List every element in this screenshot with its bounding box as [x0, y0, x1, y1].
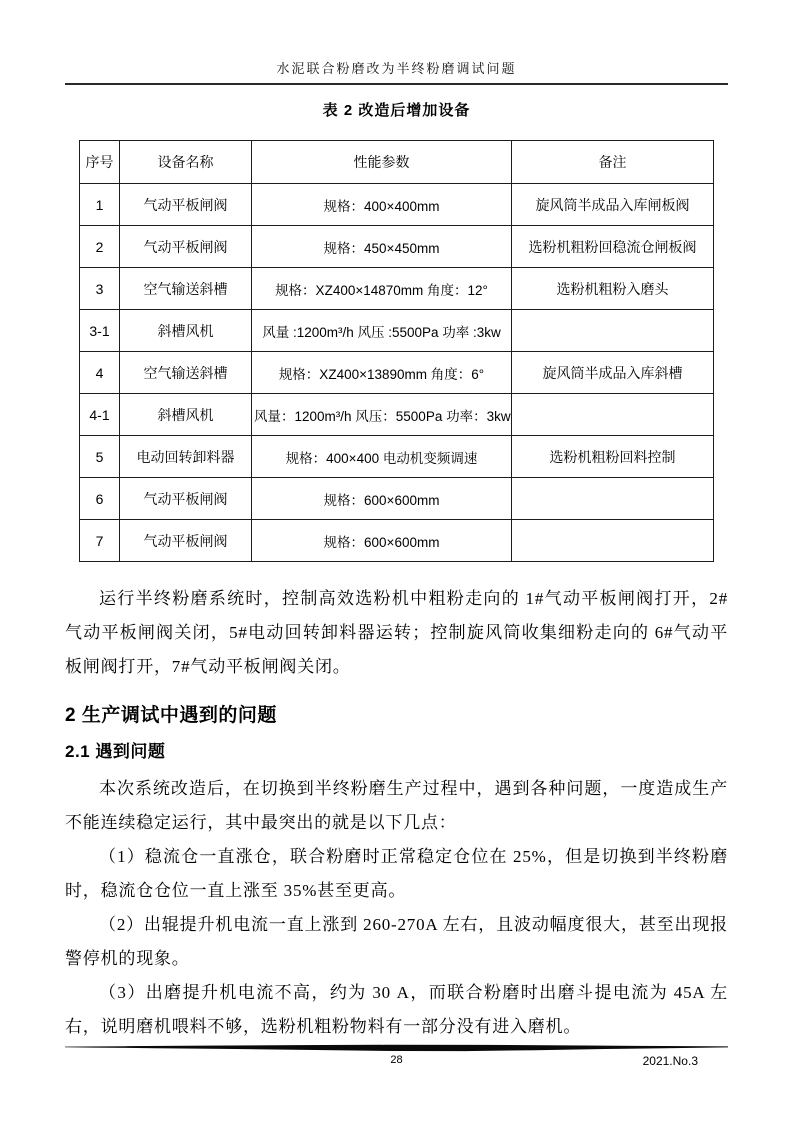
table-row — [80, 520, 714, 562]
cell-spec: 风量：1200m³/h 风压：5500Pa 功率：3kw — [252, 394, 512, 436]
cell-name: 气动平板闸阀 — [120, 478, 252, 520]
table-header-row — [80, 141, 714, 184]
col-header-spec: 性能参数 — [252, 141, 512, 184]
subsection-heading: 2.1 遇到问题 — [65, 742, 166, 761]
problem-item-2: （2）出辊提升机电流一直上涨到 260-270A 左右，且波动幅度很大，甚至出现报警停机的现象。 — [65, 915, 728, 968]
cell-spec: 规格：400×400 电动机变频调速 — [252, 436, 512, 478]
running-header-title: 水泥联合粉磨改为半终粉磨调试问题 — [276, 61, 517, 76]
cell-name: 气动平板闸阀 — [120, 226, 252, 268]
cell-seq: 3-1 — [80, 310, 120, 352]
footer-text-row — [65, 1054, 728, 1070]
cell-seq: 3 — [80, 268, 120, 310]
table-row — [80, 436, 714, 478]
problem-item-3: （3）出磨提升机电流不高，约为 30 A，而联合粉磨时出磨斗提电流为 45A 左右，说明磨机喂料不够，选粉机粗粉物料有一部分没有进入磨机。 — [65, 983, 728, 1036]
cell-spec: 规格：600×600mm — [252, 520, 512, 562]
footer-decorative-bar — [65, 1044, 728, 1052]
cell-spec: 规格：XZ400×13890mm 角度：6° — [252, 352, 512, 394]
cell-seq: 6 — [80, 478, 120, 520]
table-caption: 表 2 改造后增加设备 — [322, 102, 471, 119]
cell-name: 气动平板闸阀 — [120, 520, 252, 562]
cell-name: 气动平板闸阀 — [120, 184, 252, 226]
table-row — [80, 184, 714, 226]
cell-note — [512, 394, 714, 436]
col-header-name: 设备名称 — [120, 141, 252, 184]
cell-name: 斜槽风机 — [120, 394, 252, 436]
cell-spec: 规格：400×400mm — [252, 184, 512, 226]
cell-note: 选粉机粗粉入磨头 — [512, 268, 714, 310]
cell-seq: 2 — [80, 226, 120, 268]
table-row — [80, 310, 714, 352]
col-header-seq: 序号 — [80, 141, 120, 184]
page-number: 28 — [390, 1054, 403, 1066]
cell-note — [512, 478, 714, 520]
issue-label: 2021.No.3 — [642, 1054, 698, 1068]
cell-seq: 4-1 — [80, 394, 120, 436]
cell-spec: 规格：450×450mm — [252, 226, 512, 268]
cell-spec: 规格：600×600mm — [252, 478, 512, 520]
cell-seq: 5 — [80, 436, 120, 478]
cell-note: 旋风筒半成品入库斜槽 — [512, 352, 714, 394]
equipment-table — [79, 140, 714, 562]
cell-seq: 4 — [80, 352, 120, 394]
cell-name: 斜槽风机 — [120, 310, 252, 352]
table-row — [80, 478, 714, 520]
page-footer — [65, 1044, 728, 1070]
section-heading: 2 生产调试中遇到的问题 — [65, 705, 277, 726]
cell-seq: 1 — [80, 184, 120, 226]
table-row — [80, 394, 714, 436]
paragraph-operation: 运行半终粉磨系统时，控制高效选粉机中粗粉走向的 1#气动平板闸阀打开，2#气动平板闸阀关闭，5#电动回转卸料器运转；控制旋风筒收集细粉走向的 6#气动平板闸阀打开，7#气动平板闸阀关闭。 — [65, 589, 728, 676]
cell-note: 旋风筒半成品入库闸板阀 — [512, 184, 714, 226]
table-row — [80, 226, 714, 268]
page-content — [65, 0, 728, 1044]
cell-name: 空气输送斜槽 — [120, 268, 252, 310]
table-row — [80, 352, 714, 394]
cell-note — [512, 310, 714, 352]
cell-note: 选粉机粗粉回稳流仓闸板阀 — [512, 226, 714, 268]
cell-name: 电动回转卸料器 — [120, 436, 252, 478]
cell-name: 空气输送斜槽 — [120, 352, 252, 394]
cell-seq: 7 — [80, 520, 120, 562]
table-row — [80, 268, 714, 310]
cell-note: 选粉机粗粉回料控制 — [512, 436, 714, 478]
paragraph-intro: 本次系统改造后，在切换到半终粉磨生产过程中，遇到各种问题，一度造成生产不能连续稳定运行，其中最突出的就是以下几点： — [65, 779, 728, 832]
col-header-note: 备注 — [512, 141, 714, 184]
header-rule — [65, 83, 728, 85]
problem-item-1: （1）稳流仓一直涨仓，联合粉磨时正常稳定仓位在 25%，但是切换到半终粉磨时，稳流仓仓位一直上涨至 35%甚至更高。 — [65, 847, 728, 900]
cell-note — [512, 520, 714, 562]
cell-spec: 规格：XZ400×14870mm 角度：12° — [252, 268, 512, 310]
cell-spec: 风量 :1200m³/h 风压 :5500Pa 功率 :3kw — [252, 310, 512, 352]
